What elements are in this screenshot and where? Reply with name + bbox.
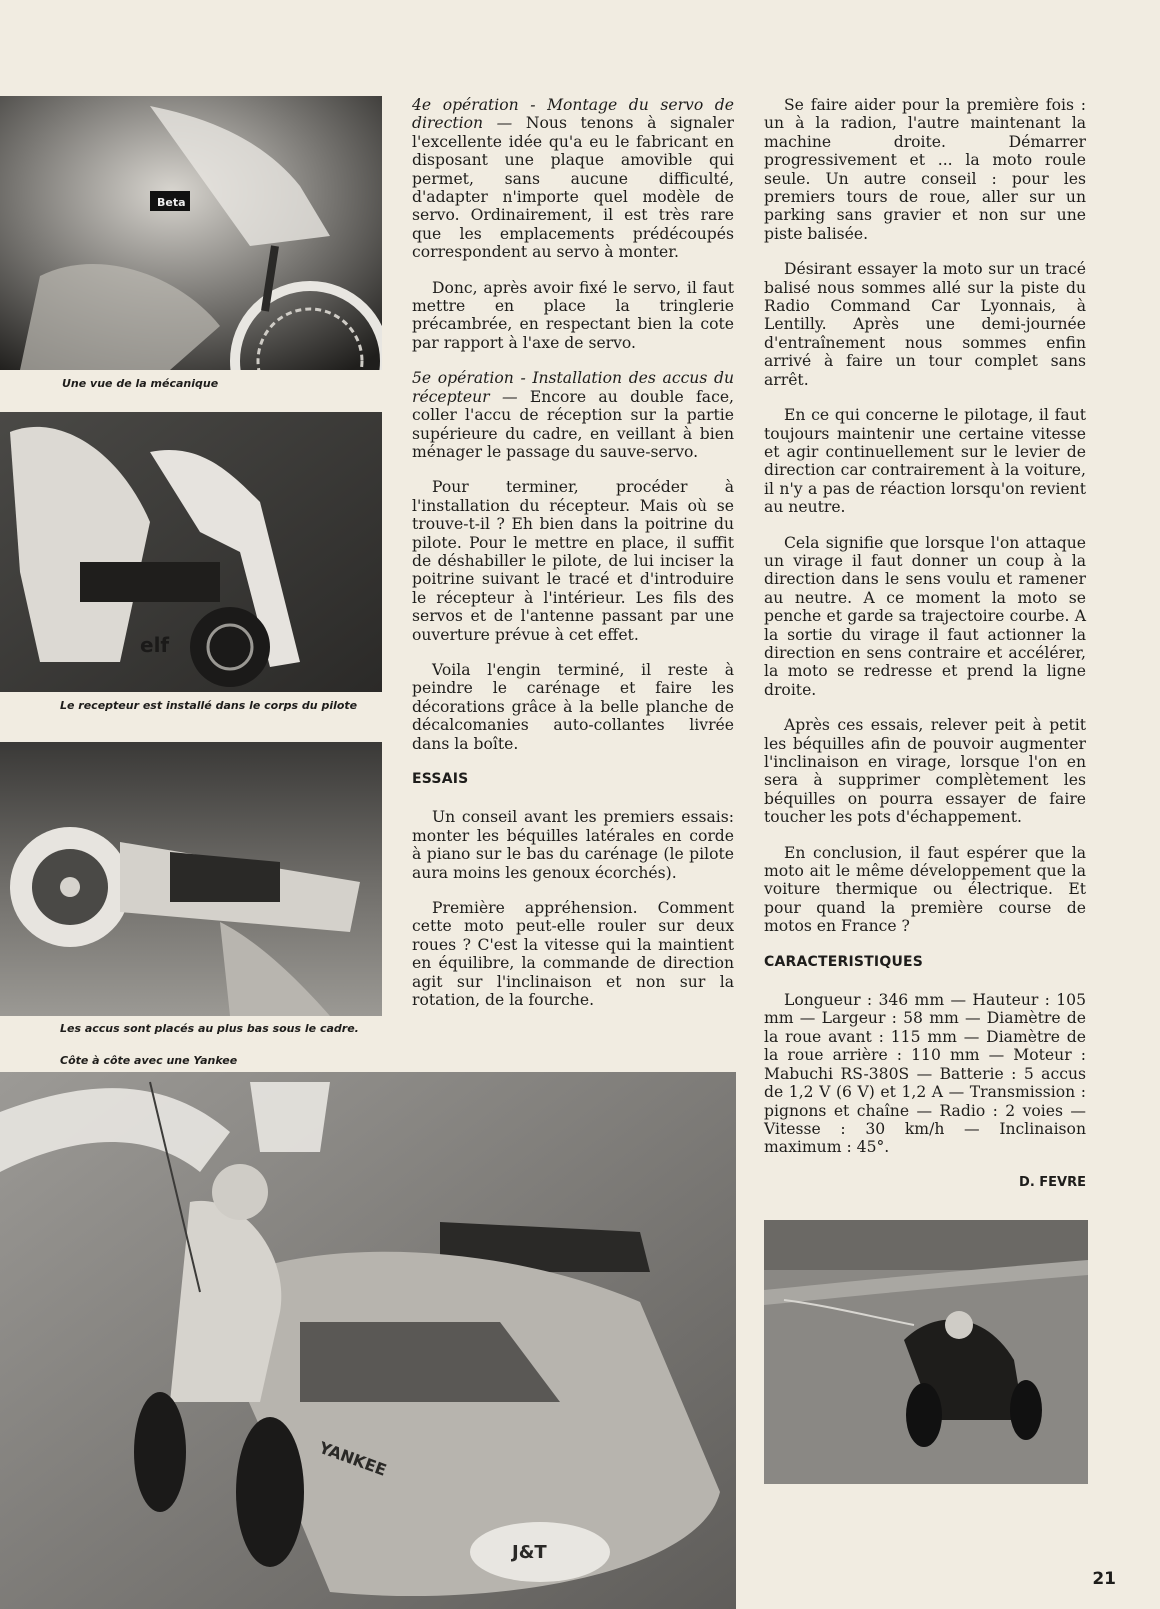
op4-body: Nous tenons à signaler l'excellente idée qu'a eu le fabricant en disposant une plaque amovible qui permet, sans aucune difficulté, d'adapter n'importe quel modèle de servo. Ordinairement, il est très rare que les emplacements prédécoupés correspondent au servo à monter. <box>412 114 734 262</box>
author-name: D. FEVRE <box>1019 1174 1086 1190</box>
paragraph-bequilles: Après ces essais, relever peit à petit les béquilles afin de pouvoir augmenter l'inclinaison en virage, lorsque l'on en sera à supprimer complètement les béquilles on pourra essayer de faire toucher les pots d'échappement. <box>764 716 1086 827</box>
photo-track <box>764 1220 1088 1484</box>
paragraph-op4 <box>412 96 734 262</box>
column-right <box>764 96 1086 1192</box>
paragraph-apprehension: Première appréhension. Comment cette moto peut-elle rouler sur deux roues ? C'est la vitesse qui la maintient en équilibre, la commande de direction agit sur l'inclinaison et non sur la rotation, de la fourche. <box>412 899 734 1010</box>
paragraph-specs: Longueur : 346 mm — Hauteur : 105 mm — Largeur : 58 mm — Diamètre de la roue avant : 115 mm — Diamètre de la roue arrière : 110 mm — Moteur : Mabuchi RS-380S — Batterie : 5 accus de 1,2 V (6 V) et 1,2 A — Transmission : pignons et chaîne — Radio : 2 voies — Vitesse : 30 km/h — Inclinaison maximum : 45°. <box>764 991 1086 1157</box>
photo-text-yankee: YANKEE <box>316 1437 389 1480</box>
op4-title: 4e opération - Montage du servo de direction — <box>412 96 734 133</box>
paragraph-virage: Cela signifie que lorsque l'on attaque un virage il faut donner un coup à la direction dans le sens voulu et ramener au neutre. A ce moment la moto se penche et garde sa trajectoire courbe. A la sortie du virage il faut actionner la direction en sens contraire et accélérer, la moto se redresse et prend la ligne droite. <box>764 533 1086 699</box>
op5-title: 5e opération - Installation des accus du récepteur — <box>412 369 734 406</box>
photo-text-beta: Beta <box>157 196 186 209</box>
paragraph-receiver: Pour terminer, procéder à l'installation du récepteur. Mais où se trouve-t-il ? Eh bien dans la poitrine du pilote. Pour le mettre en place, il suffit de déshabiller le pilote, de lui inciser la poitrine suivant le tracé et d'introduire le récepteur à l'intérieur. Les fils des servos et de l'antenne passant par une ouverture prévue à cet effet. <box>412 478 734 644</box>
paragraph-aide: Se faire aider pour la première fois : un à la radion, l'autre maintenant la machine droite. Démarrer progressivement et ... la moto roule seule. Un autre conseil : pour les premiers tours de roue, aller sur un parking sans gravier et non sur une piste balisée. <box>764 96 1086 243</box>
photo-batteries <box>0 742 382 1016</box>
paragraph-servo: Donc, après avoir fixé le servo, il faut mettre en place la tringlerie précambrée, en respectant bien la cote par rapport à l'axe de servo. <box>412 278 734 352</box>
caption-yankee: Côte à côte avec une Yankee <box>60 1054 238 1067</box>
caption-batteries: Les accus sont placés au plus bas sous le cadre. <box>60 1022 359 1035</box>
caption-mechanics: Une vue de la mécanique <box>62 377 219 390</box>
paragraph-conclusion: En conclusion, il faut espérer que la moto ait le même développement que la voiture thermique ou électrique. Et pour quand la première course de motos en France ? <box>764 843 1086 936</box>
paragraph-op5 <box>412 369 734 461</box>
photo-text-elf: elf <box>140 633 170 657</box>
paragraph-finished: Voila l'engin terminé, il reste à peindre le carénage et faire les décorations grâce à la belle planche de décalcomanies auto-collantes livrée dans la boîte. <box>412 660 734 753</box>
op5-body: Encore au double face, coller l'accu de réception sur la partie supérieure du cadre, en veillant à bien ménager le passage du sauve-servo. <box>412 387 735 461</box>
heading-essais: ESSAIS <box>412 771 469 787</box>
paragraph-pilotage: En ce qui concerne le pilotage, il faut toujours maintenir une certaine vitesse et agir continuellement sur le levier de direction car contrairement à la voiture, il n'y a pas de réaction lorsqu'on revient au neutre. <box>764 406 1086 517</box>
photo-yankee <box>0 1072 736 1609</box>
photo-receiver <box>0 412 382 692</box>
caption-receiver: Le recepteur est installé dans le corps du pilote <box>60 699 358 712</box>
paragraph-trace: Désirant essayer la moto sur un tracé balisé nous sommes allé sur la piste du Radio Command Car Lyonnais, à Lentilly. Après une demi-journée d'entraînement nous sommes enfin arrivé à faire un tour complet sans arrêt. <box>764 260 1086 389</box>
photo-mechanics <box>0 96 382 370</box>
page-number: 21 <box>1092 1569 1116 1589</box>
column-middle <box>412 96 734 1026</box>
paragraph-conseil: Un conseil avant les premiers essais: monter les béquilles latérales en corde à piano sur le bas du carénage (le pilote aura moins les genoux écorchés). <box>412 808 734 882</box>
heading-caracteristiques: CARACTERISTIQUES <box>764 953 924 970</box>
photo-text-jet: J&T <box>512 1542 547 1563</box>
